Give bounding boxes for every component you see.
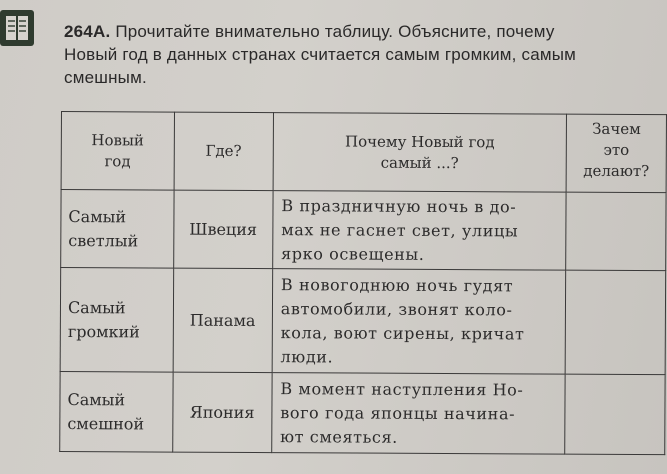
header-purpose: Зачем это делают? — [566, 114, 666, 193]
row-where: Швеция — [173, 190, 273, 269]
row-purpose-empty[interactable] — [565, 270, 665, 375]
header-new-year: Новый год — [61, 112, 174, 191]
row-where: Панама — [173, 268, 273, 373]
row-why: В новогоднюю ночь гудят автомобили, звонят коло- кола, воют сирены, кричат люди. — [272, 269, 566, 375]
table-header-row — [61, 112, 666, 193]
row-purpose-empty[interactable] — [565, 374, 665, 455]
row-kind: Самый смешной — [60, 371, 173, 452]
row-why: В момент наступления Но- вого года японцы начина- ют смеяться. — [272, 373, 566, 455]
task-number: 264А. — [64, 22, 111, 41]
new-year-table — [59, 111, 667, 455]
task-line-3: смешным. — [64, 68, 147, 87]
row-kind: Самый светлый — [61, 190, 174, 269]
table-row — [60, 268, 666, 375]
task-line-1: 264А. Прочитайте внимательно таблицу. Объясните, почему — [64, 22, 555, 41]
header-where: Где? — [174, 112, 274, 191]
row-purpose-empty[interactable] — [566, 192, 666, 271]
row-why: В праздничную ночь в до- мах не гаснет свет, улицы ярко освещены. — [273, 191, 567, 271]
task-text — [64, 20, 664, 89]
table-row — [61, 190, 666, 271]
row-kind: Самый громкий — [60, 268, 173, 373]
book-icon — [0, 8, 38, 50]
row-where: Япония — [172, 372, 272, 453]
task-line-2: Новый год в данных странах считается самым громким, самым — [64, 45, 577, 64]
header-why: Почему Новый год самый ...? — [273, 113, 567, 193]
table-row — [60, 371, 665, 454]
